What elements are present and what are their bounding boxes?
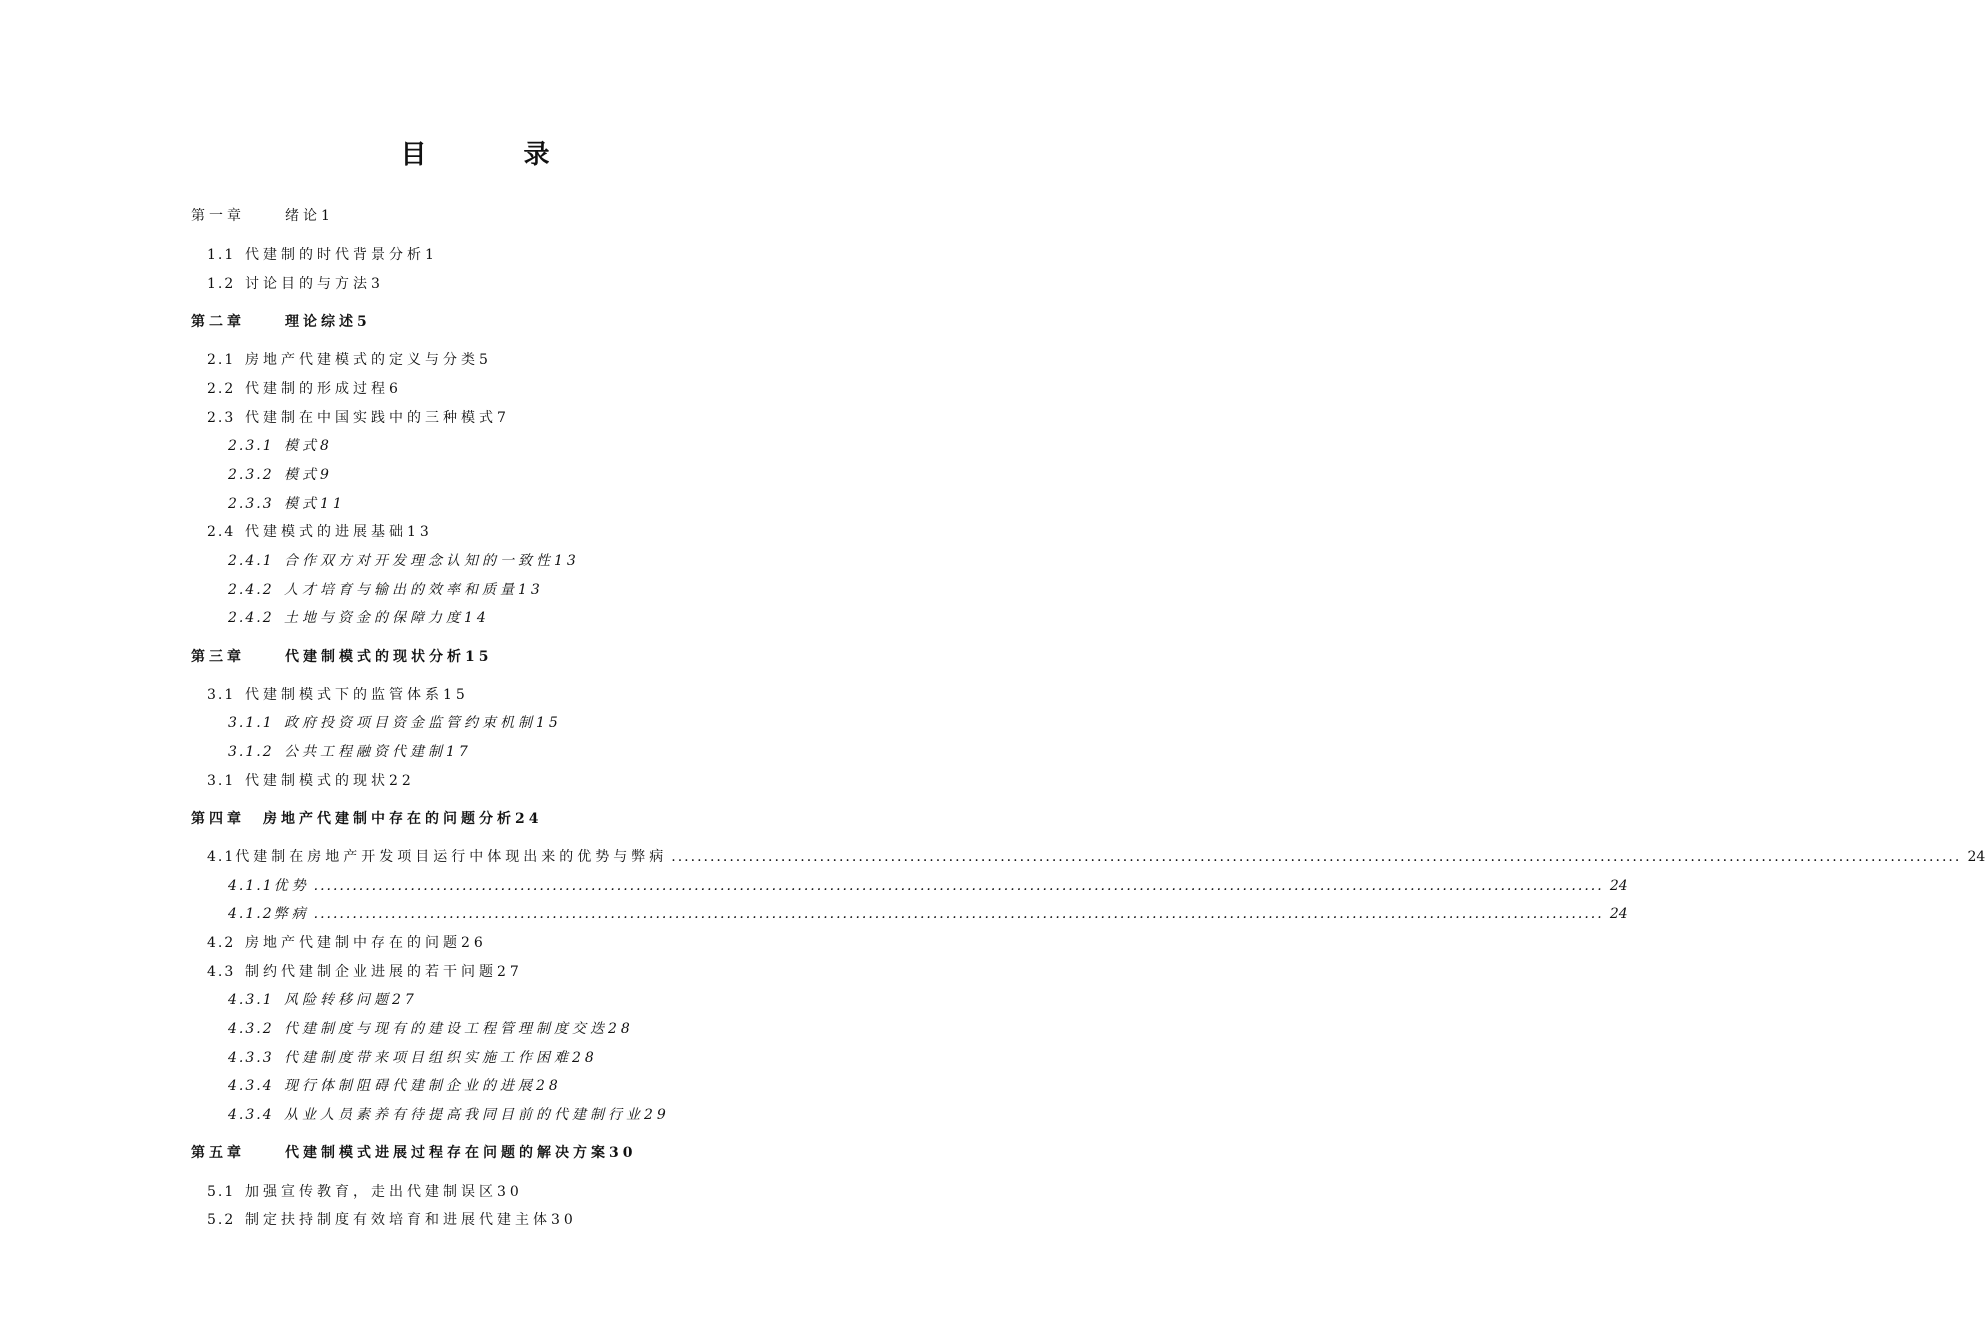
toc-entry-page-number: 15 (536, 715, 562, 731)
toc-entry-page-number: 8 (320, 438, 333, 454)
toc-entry-number: 2.3 (207, 410, 236, 426)
toc-entry-page-number: 1 (425, 247, 438, 263)
toc-entry-title: 人才培育与输出的效率和质量 (284, 582, 518, 598)
toc-entry-page-number: 24 (1967, 849, 1985, 865)
toc-section-entry (228, 608, 490, 628)
toc-section-entry (207, 245, 438, 265)
toc-entry-page-number: 17 (446, 744, 472, 760)
toc-entry-page-number: 15 (443, 687, 469, 703)
toc-entry-number: 4.2 (207, 935, 236, 951)
toc-entry-title: 绪论 (285, 208, 321, 224)
toc-section-entry (207, 522, 433, 542)
dot-leader: ........................................................................................................................................................................................................ (313, 878, 1604, 894)
toc-section-entry (207, 1210, 577, 1230)
toc-section-entry (207, 350, 492, 370)
toc-section-entry (207, 379, 402, 399)
toc-entry-title: 制定扶持制度有效培育和进展代建主体 (245, 1212, 551, 1228)
toc-section-entry (228, 436, 333, 456)
toc-entry-title: 理论综述 (285, 314, 357, 330)
toc-entry-number: 4.3.3 (228, 1050, 274, 1066)
toc-entry-page-number: 24 (1609, 906, 1628, 922)
toc-entry-title: 现行体制阻碍代建制企业的进展 (284, 1078, 536, 1094)
toc-entry-number: 第一章 (191, 208, 245, 224)
toc-entry-title: 代建制度带来项目组织实施工作困难 (284, 1050, 572, 1066)
toc-chapter-entry (191, 647, 492, 667)
toc-entry-number: 2.4.2 (228, 582, 274, 598)
toc-entry-title: 模式 (284, 467, 320, 483)
toc-chapter-entry (191, 1143, 636, 1163)
toc-entry-number: 2.3.2 (228, 467, 274, 483)
toc-entry-page-number: 9 (320, 467, 333, 483)
toc-entry-page-number: 24 (515, 811, 543, 827)
toc-entry-page-number: 27 (497, 964, 523, 980)
toc-entry-page-number: 6 (389, 381, 402, 397)
toc-entry-title: 政府投资项目资金监管约束机制 (284, 715, 536, 731)
toc-entry-title: 房地产代建模式的定义与分类 (245, 352, 479, 368)
toc-section-entry (228, 990, 418, 1010)
toc-entry-number: 2.2 (207, 381, 236, 397)
toc-entry-number: 4.3.2 (228, 1021, 274, 1037)
toc-section-entry (228, 1048, 598, 1068)
toc-entry-title: 优势 (273, 878, 310, 894)
toc-entry-title: 代建制在中国实践中的三种模式 (245, 410, 497, 426)
toc-chapter-entry (191, 312, 371, 332)
toc-entry-number: 1.2 (207, 276, 236, 292)
toc-entry-title: 弊病 (273, 906, 310, 922)
toc-entry-page-number: 30 (551, 1212, 577, 1228)
toc-section-entry (228, 742, 472, 762)
toc-entry-number: 1.1 (207, 247, 236, 263)
toc-entry-title: 从业人员素养有待提高我同目前的代建制行业 (284, 1107, 644, 1123)
toc-entry-page-number: 15 (465, 649, 493, 665)
toc-entry-title: 代建制模式进展过程存在问题的解决方案 (285, 1145, 609, 1161)
toc-entry-title: 讨论目的与方法 (245, 276, 371, 292)
toc-entry-title: 代建制模式的现状分析 (285, 649, 465, 665)
toc-entry-page-number: 22 (389, 773, 415, 789)
toc-section-entry (228, 713, 562, 733)
toc-entry-number: 5.1 (207, 1184, 236, 1200)
toc-entry-page-number: 1 (321, 208, 334, 224)
toc-entry-number: 4.1.1 (228, 878, 274, 894)
toc-entry-title: 模式 (284, 438, 320, 454)
toc-entry-page-number: 30 (609, 1145, 637, 1161)
toc-section-entry (228, 465, 333, 485)
toc-entry-page-number: 3 (371, 276, 384, 292)
toc-entry-number: 第三章 (191, 649, 245, 665)
toc-chapter-entry (191, 206, 334, 226)
toc-entry-page-number: 24 (1609, 878, 1628, 894)
toc-entry-page-number: 5 (357, 314, 371, 330)
toc-entry-title: 代建制的时代背景分析 (245, 247, 425, 263)
toc-entry-title: 房地产代建制中存在的问题 (245, 935, 461, 951)
toc-entry-page-number: 29 (644, 1107, 670, 1123)
dot-leader: ........................................................................................................................................................................................................ (313, 906, 1604, 922)
toc-entry-title: 代建模式的进展基础 (245, 524, 407, 540)
toc-entry-number: 2.4 (207, 524, 236, 540)
toc-chapter-entry (191, 809, 542, 829)
toc-section-entry (228, 1019, 634, 1039)
toc-section-entry (228, 580, 544, 600)
toc-entry-page-number: 14 (464, 610, 490, 626)
toc-entry-number: 第二章 (191, 314, 245, 330)
toc-entry-number: 第四章 (191, 811, 245, 827)
toc-entry-page-number: 26 (461, 935, 487, 951)
page-title: 目 录 (400, 140, 594, 170)
toc-section-entry (207, 933, 487, 953)
toc-entry-number: 3.1 (207, 773, 236, 789)
toc-entry-title: 土地与资金的保障力度 (284, 610, 464, 626)
toc-entry-page-number: 11 (320, 496, 346, 512)
toc-entry-title: 房地产代建制中存在的问题分析 (263, 811, 515, 827)
toc-entry-title: 公共工程融资代建制 (284, 744, 446, 760)
toc-section-entry (207, 771, 415, 791)
toc-entry-number: 4.1 (207, 849, 236, 865)
toc-entry-number: 2.3.3 (228, 496, 274, 512)
toc-entry-number: 5.2 (207, 1212, 236, 1228)
toc-entry-number: 3.1.2 (228, 744, 274, 760)
toc-entry-number: 2.4.2 (228, 610, 274, 626)
toc-entry-number: 4.3.1 (228, 992, 274, 1008)
toc-entry-number: 2.3.1 (228, 438, 274, 454)
toc-entry-page-number: 28 (608, 1021, 634, 1037)
toc-entry-title: 风险转移问题 (284, 992, 392, 1008)
toc-entry-title: 代建制的形成过程 (245, 381, 389, 397)
toc-entry-number: 4.3 (207, 964, 236, 980)
toc-entry-page-number: 27 (392, 992, 418, 1008)
toc-section-entry (228, 1076, 562, 1096)
toc-section-entry (207, 962, 523, 982)
toc-entry-title: 代建制度与现有的建设工程管理制度交迭 (284, 1021, 608, 1037)
toc-entry-title: 模式 (284, 496, 320, 512)
toc-section-entry (207, 408, 510, 428)
toc-section-entry (207, 685, 469, 705)
toc-section-entry (228, 876, 1628, 896)
toc-entry-number: 4.3.4 (228, 1078, 274, 1094)
toc-entry-number: 4.1.2 (228, 906, 274, 922)
toc-entry-number: 3.1 (207, 687, 236, 703)
dot-leader: ........................................................................................................................................................................................................ (671, 849, 1962, 865)
toc-entry-title: 代建制在房地产开发项目运行中体现出来的优势与弊病 (235, 849, 668, 865)
toc-entry-number: 3.1.1 (228, 715, 274, 731)
toc-entry-page-number: 5 (479, 352, 492, 368)
toc-section-entry (228, 494, 346, 514)
toc-entry-title: 加强宣传教育，走出代建制误区 (245, 1184, 497, 1200)
toc-entry-page-number: 7 (497, 410, 510, 426)
toc-entry-number: 2.1 (207, 352, 236, 368)
toc-entry-page-number: 30 (497, 1184, 523, 1200)
toc-entry-page-number: 28 (536, 1078, 562, 1094)
toc-entry-title: 代建制模式下的监管体系 (245, 687, 443, 703)
toc-section-entry (207, 1182, 523, 1202)
toc-entry-title: 合作双方对开发理念认知的一致性 (284, 553, 554, 569)
toc-entry-title: 制约代建制企业进展的若干问题 (245, 964, 497, 980)
toc-section-entry (207, 274, 384, 294)
toc-entry-number: 2.4.1 (228, 553, 274, 569)
toc-entry-number: 4.3.4 (228, 1107, 274, 1123)
toc-entry-page-number: 13 (554, 553, 580, 569)
toc-section-entry (228, 904, 1628, 924)
toc-section-entry (207, 847, 1985, 867)
toc-section-entry (228, 551, 580, 571)
toc-entry-page-number: 13 (518, 582, 544, 598)
toc-entry-page-number: 28 (572, 1050, 598, 1066)
toc-entry-number: 第五章 (191, 1145, 245, 1161)
toc-entry-page-number: 13 (407, 524, 433, 540)
toc-section-entry (228, 1105, 670, 1125)
toc-entry-title: 代建制模式的现状 (245, 773, 389, 789)
